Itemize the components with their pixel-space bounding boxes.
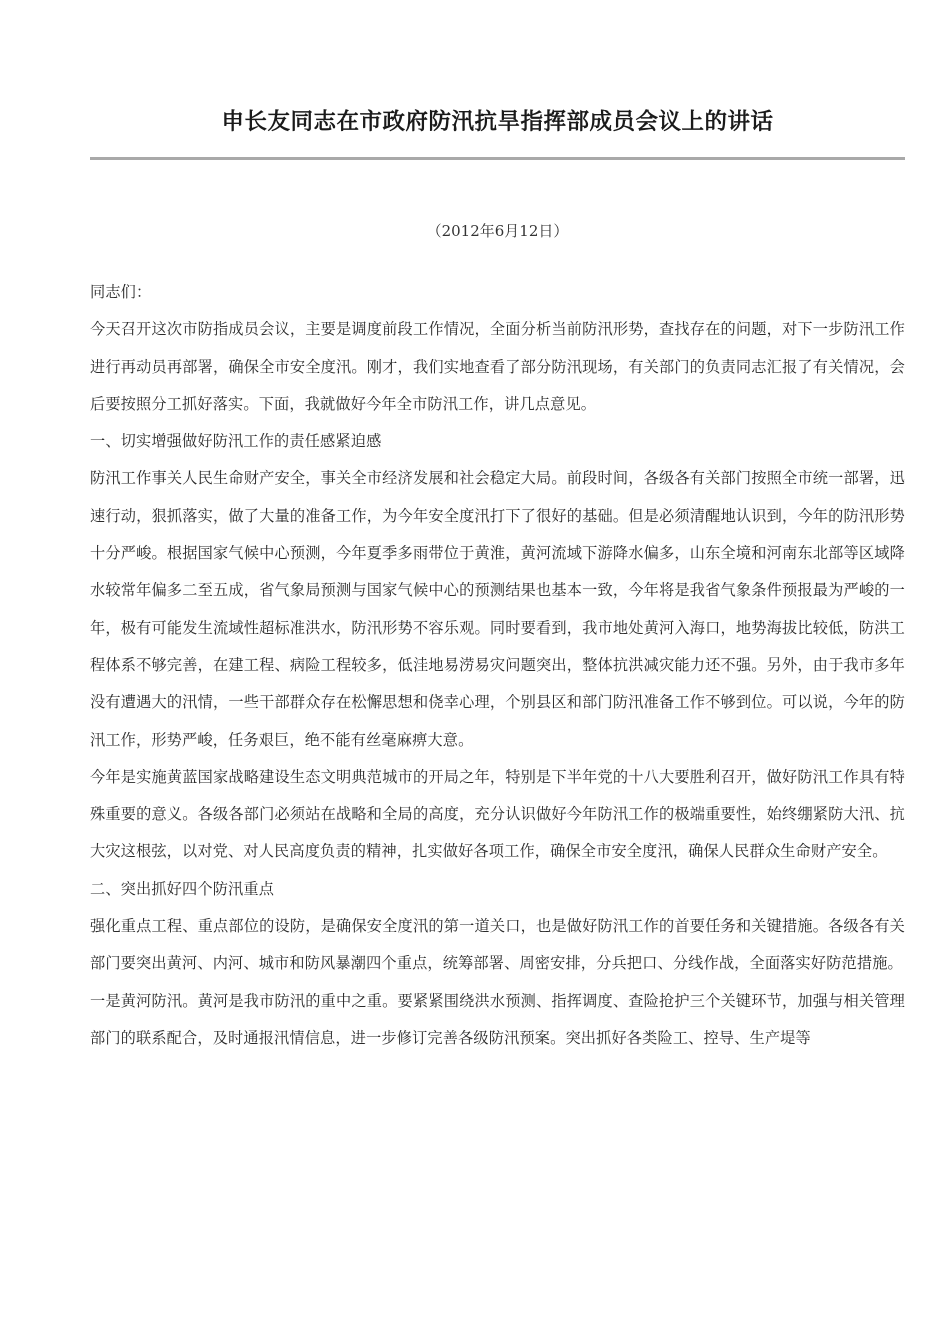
paragraph: 防汛工作事关人民生命财产安全，事关全市经济发展和社会稳定大局。前段时间，各级各有关部门按照全市统一部署，迅速行动，狠抓落实，做了大量的准备工作，为今年安全度汛打下了很好的基础。但是必须清醒地认识到，今年的防汛形势十分严峻。根据国家气候中心预测，今年夏季多雨带位于黄淮，黄河流域下游降水偏多，山东全境和河南东北部等区域降水较常年偏多二至五成，省气象局预测与国家气候中心的预测结果也基本一致，今年将是我省气象条件预报最为严峻的一年，极有可能发生流域性超标准洪水，防汛形势不容乐观。同时要看到，我市地处黄河入海口，地势海拔比较低，防洪工程体系不够完善，在建工程、病险工程较多，低洼地易涝易灾问题突出，整体抗洪减灾能力还不强。另外，由于我市多年没有遭遇大的汛情，一些干部群众存在松懈思想和侥幸心理，个别县区和部门防汛准备工作不够到位。可以说，今年的防汛工作，形势严峻，任务艰巨，绝不能有丝毫麻痹大意。: [90, 469, 905, 749]
section-heading-1: 一、切实增强做好防汛工作的责任感紧迫感: [90, 432, 382, 451]
paragraph: 强化重点工程、重点部位的设防，是确保安全度汛的第一道关口，也是做好防汛工作的首要任务和关键措施。各级各有关部门要突出黄河、内河、城市和防风暴潮四个重点，统筹部署、周密安排，分兵把口、分线作战，全面落实好防范措施。: [90, 917, 905, 973]
paragraph-intro: 今天召开这次市防指成员会议，主要是调度前段工作情况，全面分析当前防汛形势，查找存在的问题，对下一步防汛工作进行再动员再部署，确保全市安全度汛。刚才，我们实地查看了部分防汛现场，有关部门的负责同志汇报了有关情况，会后要按照分工抓好落实。下面，我就做好今年全市防汛工作，讲几点意见。: [90, 320, 905, 413]
section-heading-2: 二、突出抓好四个防汛重点: [90, 879, 275, 898]
paragraph: 一是黄河防汛。黄河是我市防汛的重中之重。要紧紧围绕洪水预测、指挥调度、查险抢护三个关键环节，加强与相关管理部门的联系配合，及时通报汛情信息，进一步修订完善各级防汛预案。突出抓好各类险工、控导、生产堤等: [90, 991, 905, 1047]
document-body: [90, 274, 905, 1057]
page-title: 申长友同志在市政府防汛抗旱指挥部成员会议上的讲话: [221, 109, 774, 135]
salutation: 同志们：: [90, 283, 152, 301]
title-divider: [90, 157, 905, 160]
paragraph: 今年是实施黄蓝国家战略建设生态文明典范城市的开局之年，特别是下半年党的十八大要胜利召开，做好防汛工作具有特殊重要的意义。各级各部门必须站在战略和全局的高度，充分认识做好今年防汛工作的极端重要性，始终绷紧防大汛、抗大灾这根弦，以对党、对人民高度负责的精神，扎实做好各项工作，确保全市安全度汛，确保人民群众生命财产安全。: [90, 767, 905, 861]
speech-date: （2012年6月12日）: [426, 222, 569, 240]
